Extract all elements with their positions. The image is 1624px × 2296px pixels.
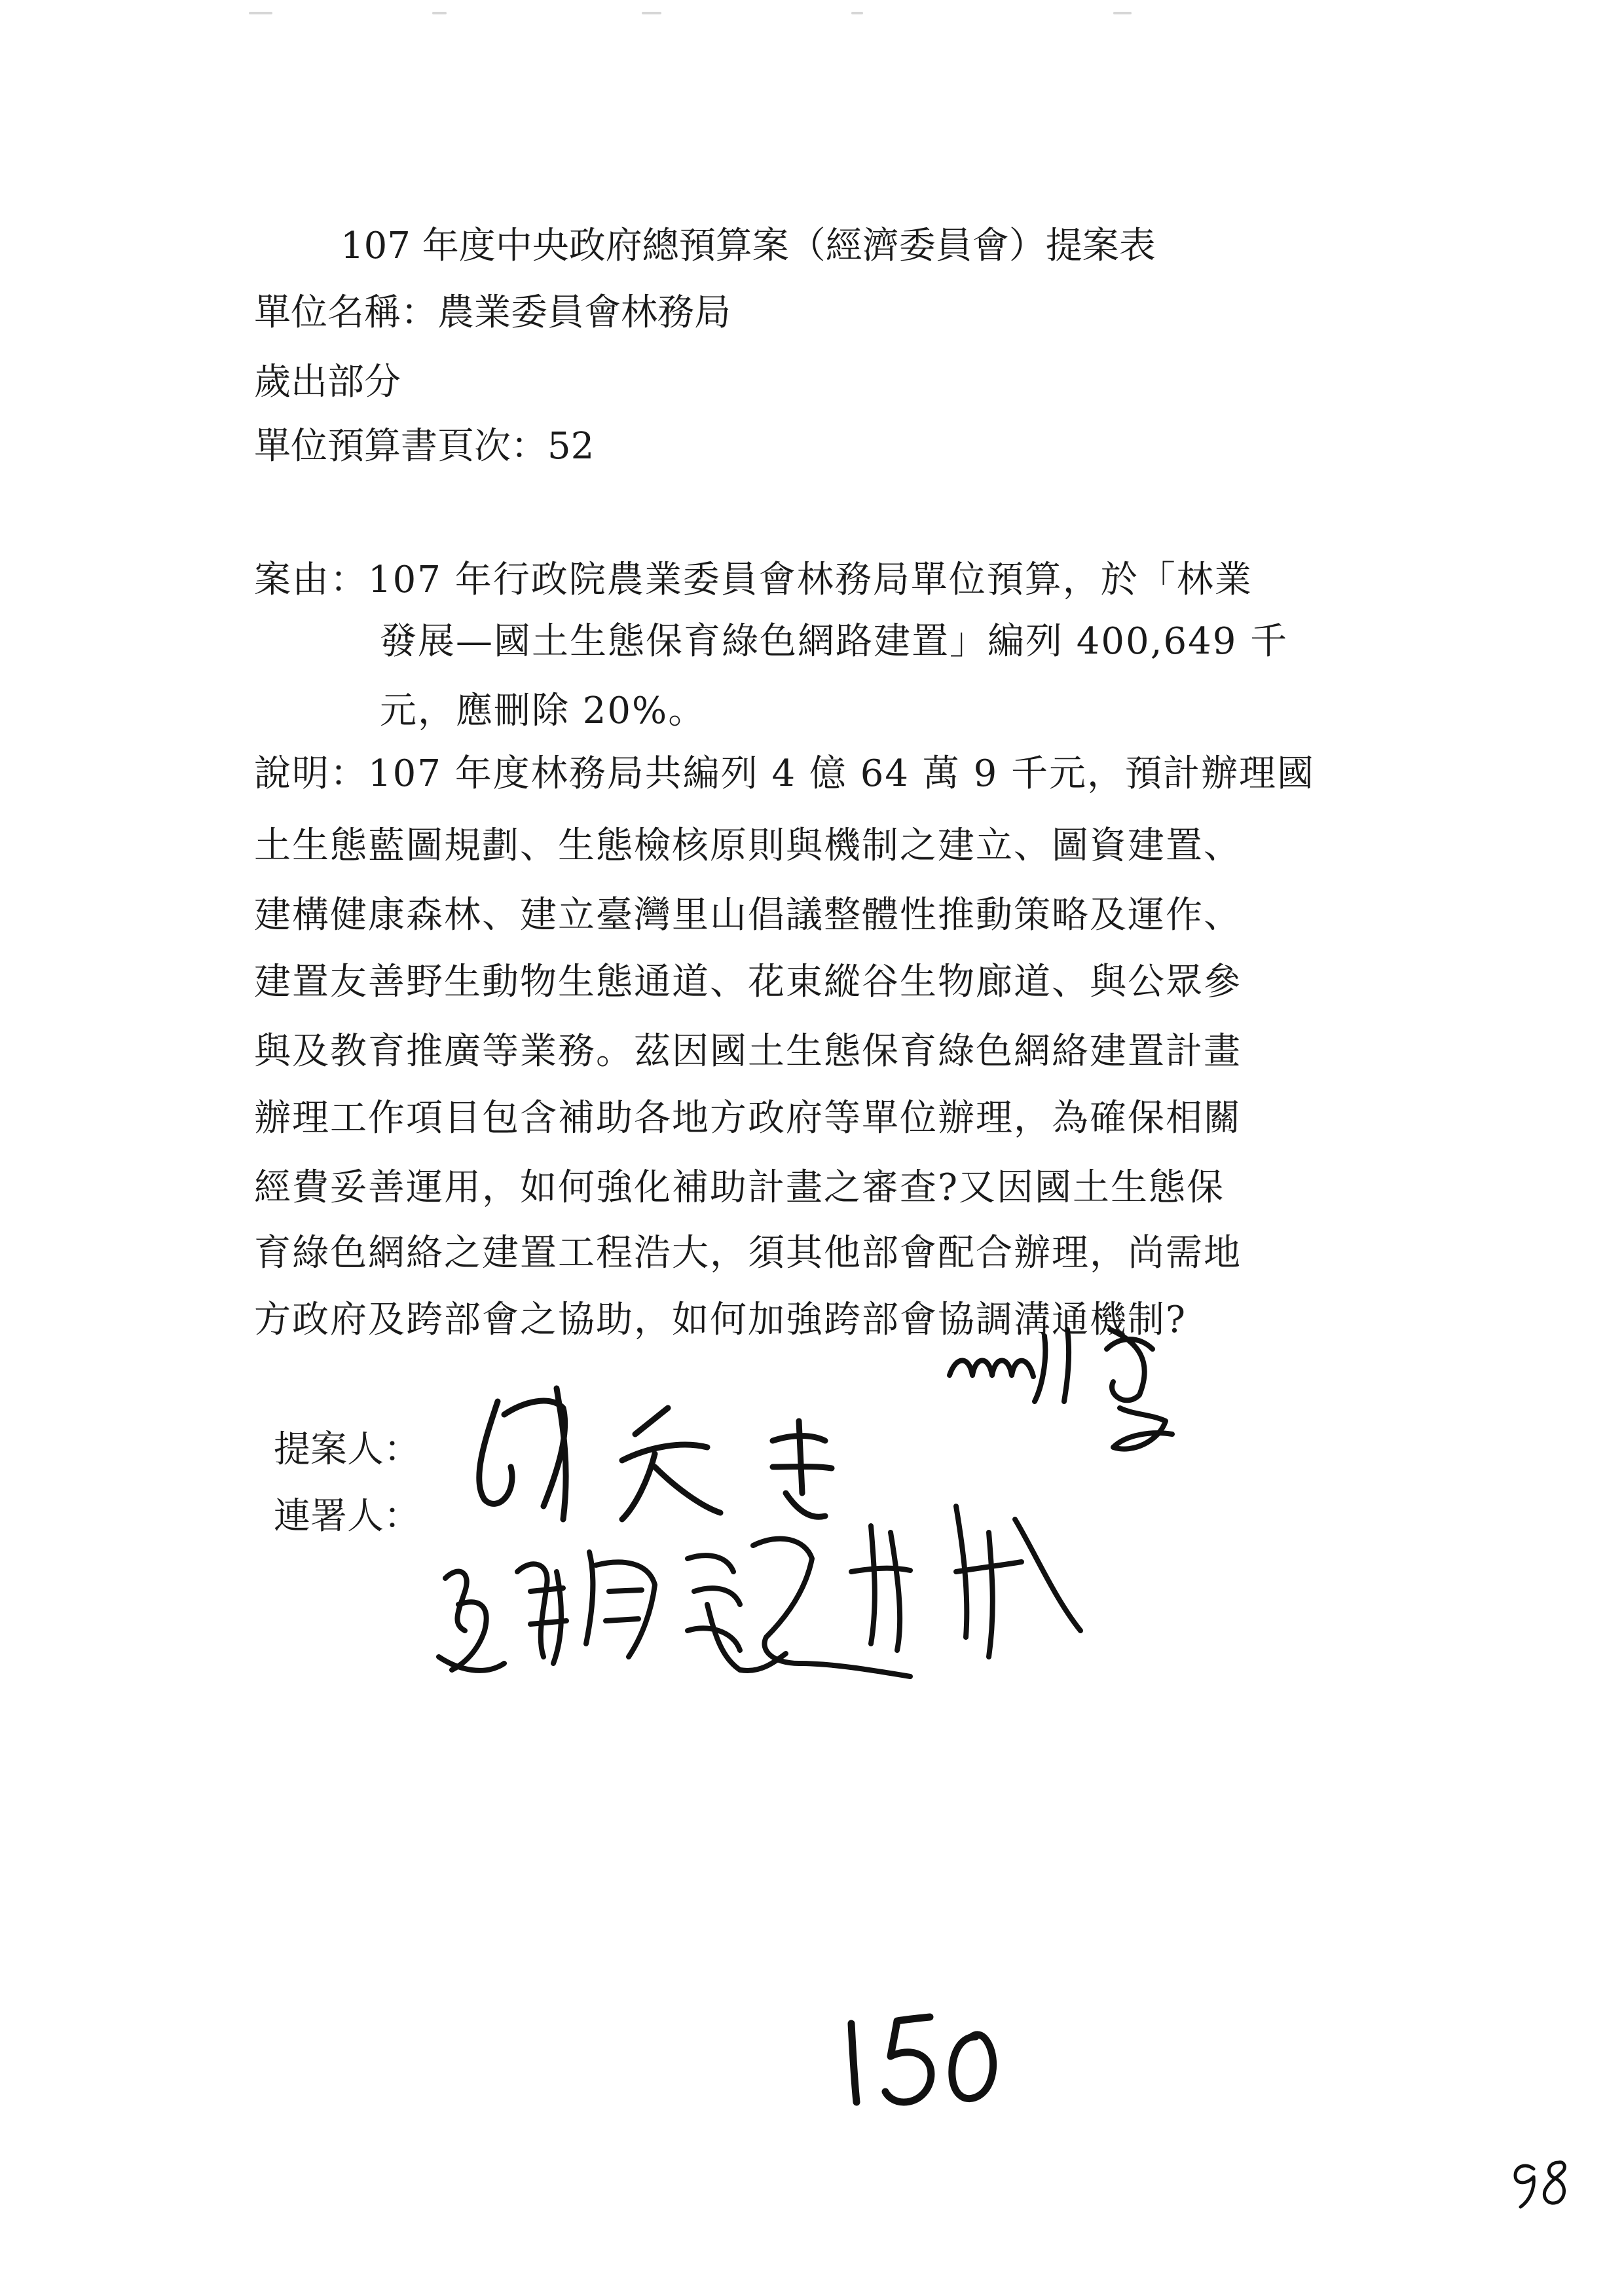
scan-artifact bbox=[642, 12, 661, 14]
explanation-line: 與及教育推廣等業務。茲因國土生態保育綠色網絡建置計畫 bbox=[254, 1030, 1242, 1073]
document-title: 107 年度中央政府總預算案（經濟委員會）提案表 bbox=[341, 225, 1156, 267]
budget-page-ref: 單位預算書頁次：52 bbox=[254, 425, 595, 468]
case-line: 案由：107 年行政院農業委員會林務局單位預算，於「林業 bbox=[254, 559, 1253, 601]
explanation-line: 辦理工作項目包含補助各地方政府等單位辦理，為確保相關 bbox=[254, 1097, 1242, 1139]
proposer-signature-2 bbox=[943, 1316, 1218, 1470]
scan-artifact bbox=[432, 12, 447, 14]
scan-artifact bbox=[1113, 12, 1132, 14]
explanation-line: 育綠色網絡之建置工程浩大，須其他部會配合辦理，尚需地 bbox=[254, 1232, 1242, 1274]
explanation-line: 建置友善野生動物生態通道、花東縱谷生物廊道、與公眾參 bbox=[254, 961, 1242, 1003]
handwritten-page-stamp bbox=[832, 2004, 1008, 2118]
explanation-line: 方政府及跨部會之協助，如何加強跨部會協調溝通機制? bbox=[254, 1299, 1187, 1341]
explanation-line: 說明：107 年度林務局共編列 4 億 64 萬 9 千元，預計辦理國 bbox=[254, 752, 1316, 795]
explanation-line: 經費妥善運用，如何強化補助計畫之審查?又因國土生態保 bbox=[254, 1166, 1225, 1209]
section-label: 歲出部分 bbox=[254, 361, 401, 403]
explanation-line: 建構健康森林、建立臺灣里山倡議整體性推動策略及運作、 bbox=[254, 894, 1242, 936]
handwritten-page-number bbox=[1506, 2155, 1578, 2216]
scan-artifact bbox=[249, 12, 272, 14]
scan-artifact bbox=[851, 12, 863, 14]
proposer-label: 提案人： bbox=[274, 1428, 420, 1471]
unit-name: 單位名稱：農業委員會林務局 bbox=[254, 291, 731, 334]
cosigner-label: 連署人： bbox=[274, 1495, 420, 1538]
case-line: 發展—國土生態保育綠色網路建置」編列 400,649 千 bbox=[380, 620, 1289, 663]
case-line: 元，應刪除 20%。 bbox=[380, 690, 707, 732]
explanation-line: 土生態藍圖規劃、生態檢核原則與機制之建立、圖資建置、 bbox=[254, 824, 1242, 867]
cosigner-signature-2 bbox=[740, 1493, 1107, 1692]
